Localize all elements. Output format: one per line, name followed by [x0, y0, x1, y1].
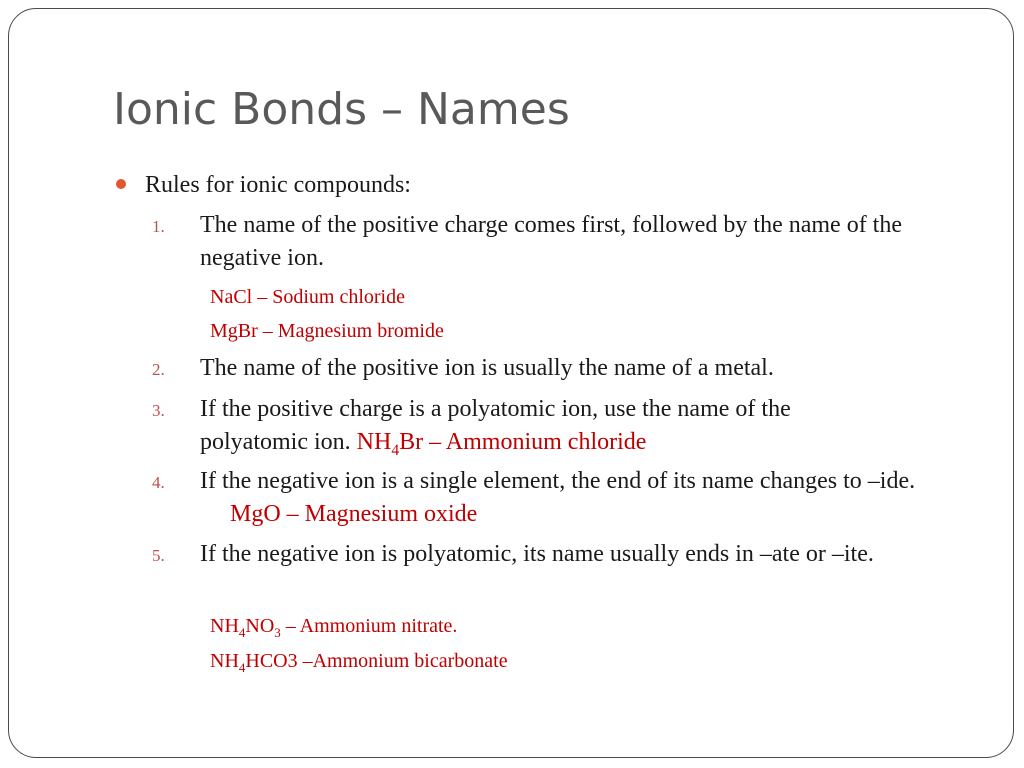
- rule-4-text: If the negative ion is a single element, the end of its name changes to –ide.: [200, 468, 916, 494]
- rule-2-number: 2.: [152, 360, 165, 379]
- rule-4-number: 4.: [152, 473, 165, 492]
- intro-text: Rules for ionic compounds:: [145, 172, 411, 198]
- rule-1-example-2: MgBr – Magnesium bromide: [210, 320, 444, 342]
- rule-4-example: MgO – Magnesium oxide: [230, 501, 478, 527]
- rule-5-number: 5.: [152, 546, 165, 565]
- rule-1-text: The name of the positive charge comes first, followed by the name of the negative ion.: [200, 212, 902, 271]
- rule-3-text: If the positive charge is a polyatomic ion, use the name of the polyatomic ion.: [200, 396, 791, 455]
- rule-5-text: If the negative ion is polyatomic, its name usually ends in –ate or –ite.: [200, 541, 874, 567]
- rule-3-example: $NH_4Br$ – Ammonium chloride: [356, 429, 647, 459]
- rule-1-number: 1.: [152, 217, 165, 236]
- rule-1-example-1: NaCl – Sodium chloride: [210, 286, 405, 308]
- rule-2-text: The name of the positive ion is usually the name of a metal.: [200, 355, 774, 381]
- rule-3-item: [200, 393, 900, 459]
- bullet-dot-icon: [116, 179, 126, 189]
- rule-5-example-2: $NH_4HCO3$ –Ammonium bicarbonate: [210, 650, 508, 675]
- slide-title: Ionic Bonds – Names: [113, 84, 570, 135]
- rule-5-example-1: $NH_4NO_3$ – Ammonium nitrate.: [210, 615, 458, 640]
- rule-3-number: 3.: [152, 401, 165, 420]
- rule-4-item: [200, 465, 960, 531]
